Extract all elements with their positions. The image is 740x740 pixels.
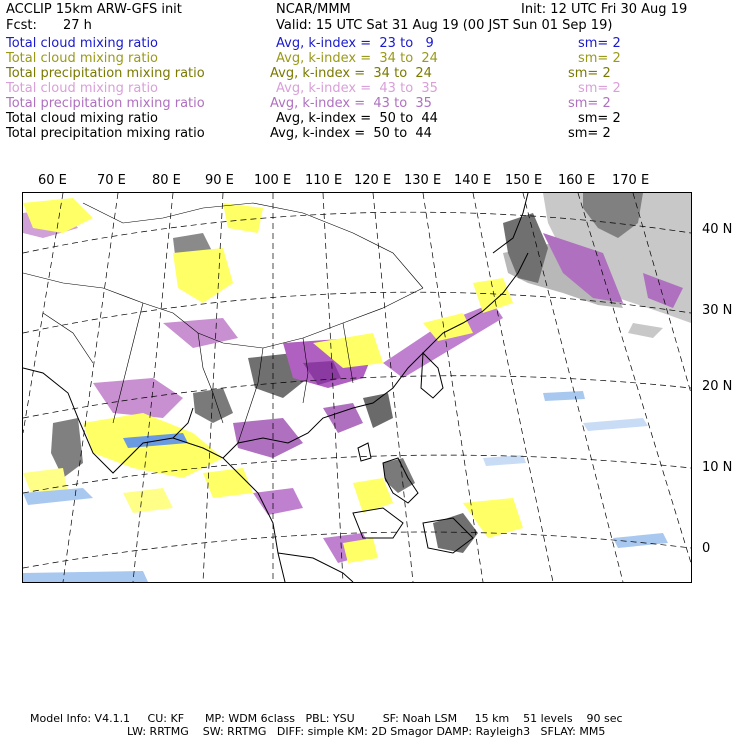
legend-field: Total cloud mixing ratio — [6, 81, 159, 96]
longitude-label: 120 E — [354, 173, 392, 188]
legend-smoothing: sm= 2 — [568, 96, 611, 111]
forecast-hours: 27 h — [63, 18, 92, 33]
cloud-patch — [23, 198, 93, 233]
legend-field: Total cloud mixing ratio — [6, 111, 159, 126]
legend-smoothing: sm= 2 — [578, 81, 621, 96]
legend-smoothing: sm= 2 — [568, 66, 611, 81]
cloud-patch — [233, 418, 303, 458]
cloud-patch — [173, 248, 233, 303]
cloud-patch — [433, 513, 478, 553]
longitude-line — [373, 193, 413, 582]
cloud-patch — [383, 303, 503, 378]
latitude-label: 10 N — [702, 460, 733, 475]
latitude-label: 30 N — [702, 303, 733, 318]
valid-time: Valid: 15 UTC Sat 31 Aug 19 (00 JST Sun 01 Sep 19) — [276, 18, 613, 33]
latitude-label: 20 N — [702, 379, 733, 394]
legend-smoothing: sm= 2 — [578, 51, 621, 66]
legend-avg: Avg, k-index = 34 to 24 — [270, 66, 432, 81]
longitude-label: 140 E — [454, 173, 492, 188]
cloud-patch — [473, 278, 513, 313]
legend-row — [6, 111, 736, 126]
legend-avg: Avg, k-index = 50 to 44 — [270, 126, 432, 141]
legend-avg: Avg, k-index = 34 to 24 — [276, 51, 438, 66]
cloud-patch — [203, 468, 253, 498]
longitude-label: 130 E — [404, 173, 442, 188]
legend-avg: Avg, k-index = 43 to 35 — [276, 81, 438, 96]
longitude-label: 170 E — [612, 173, 650, 188]
legend-avg: Avg, k-index = 43 to 35 — [270, 96, 432, 111]
cloud-patch — [253, 488, 303, 515]
legend-row — [6, 126, 736, 141]
cloud-patch — [353, 478, 393, 513]
forecast-label: Fcst: — [6, 18, 37, 33]
country-border — [43, 313, 93, 363]
latitude-label: 40 N — [702, 222, 733, 237]
latitude-label: 0 — [702, 541, 711, 556]
cloud-patch — [628, 323, 663, 338]
legend-field: Total cloud mixing ratio — [6, 36, 159, 51]
cloud-streak — [483, 455, 526, 466]
coastline — [358, 443, 371, 461]
plot-title: ACCLIP 15km ARW-GFS init — [6, 2, 182, 17]
legend-row — [6, 51, 736, 66]
legend-field: Total cloud mixing ratio — [6, 51, 159, 66]
legend-row — [6, 81, 736, 96]
legend-field: Total precipitation mixing ratio — [6, 126, 205, 141]
cloud-patch — [383, 458, 415, 493]
legend-smoothing: sm= 2 — [578, 111, 621, 126]
legend-row — [6, 96, 736, 111]
legend-avg: Avg, k-index = 23 to 9 — [276, 36, 434, 51]
legend-smoothing: sm= 2 — [568, 126, 611, 141]
cloud-streak — [583, 418, 648, 431]
model-info-line-2: LW: RRTMG SW: RRTMG DIFF: simple KM: 2D Smagor DAMP: Rayleigh3 SFLAY: MM5 — [127, 725, 606, 738]
longitude-label: 80 E — [152, 173, 181, 188]
model-info-line-1: Model Info: V4.1.1 CU: KF MP: WDM 6class PBL: YSU SF: Noah LSM 15 km 51 levels 90 sec — [30, 712, 623, 725]
longitude-label: 60 E — [38, 173, 67, 188]
legend-row — [6, 66, 736, 81]
longitude-label: 90 E — [205, 173, 234, 188]
legend-avg: Avg, k-index = 50 to 44 — [276, 111, 438, 126]
longitude-label: 110 E — [305, 173, 343, 188]
legend-smoothing: sm= 2 — [578, 36, 621, 51]
cloud-streak — [543, 391, 585, 401]
cloud-patch — [363, 393, 393, 428]
legend-field: Total precipitation mixing ratio — [6, 66, 205, 81]
legend-row — [6, 36, 736, 51]
map-canvas — [23, 193, 691, 582]
longitude-line — [323, 193, 343, 582]
longitude-label: 160 E — [558, 173, 596, 188]
cloud-patch — [123, 488, 173, 513]
cloud-patch — [223, 203, 263, 233]
cloud-patch — [93, 378, 183, 418]
longitude-label: 100 E — [254, 173, 292, 188]
organization-label: NCAR/MMM — [276, 2, 351, 17]
init-time: Init: 12 UTC Fri 30 Aug 19 — [521, 2, 688, 17]
map-panel — [22, 192, 692, 583]
longitude-label: 150 E — [505, 173, 543, 188]
cloud-streak — [23, 571, 148, 582]
mid-cloud-purple-layer — [23, 208, 683, 563]
legend-field: Total precipitation mixing ratio — [6, 96, 205, 111]
longitude-label: 70 E — [97, 173, 126, 188]
